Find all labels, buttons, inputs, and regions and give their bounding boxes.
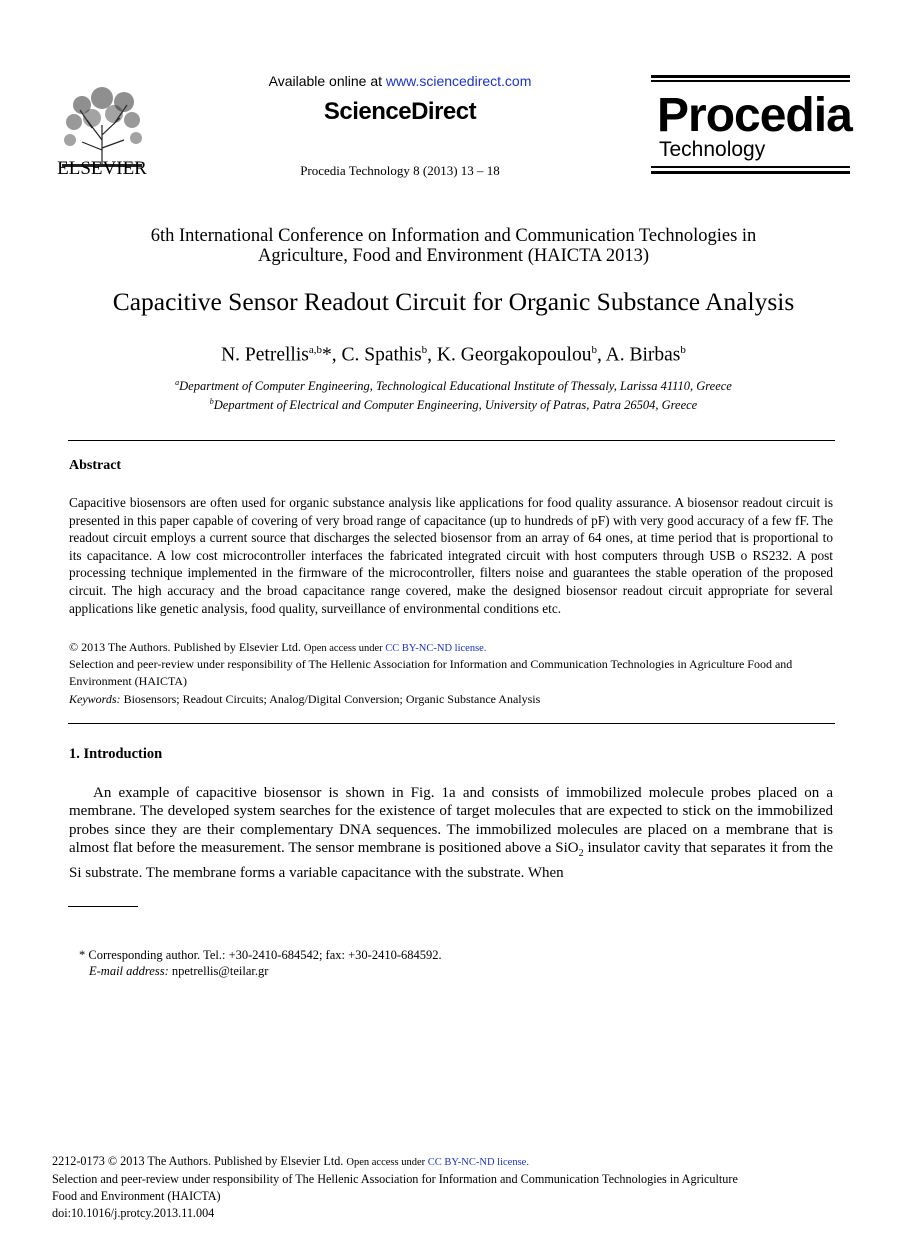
footer-copyright-line [52, 1153, 852, 1171]
footnote [79, 947, 442, 979]
conference-line-2: Agriculture, Food and Environment (HAICTA 2013) [257, 246, 650, 266]
journal-logo-top-rule [651, 75, 850, 78]
author-separator: , [596, 344, 606, 366]
subscript-2: 2 [578, 848, 584, 860]
journal-logo-bottom-rule-thin [651, 166, 850, 168]
footer-license-link[interactable]: CC BY-NC-ND license. [427, 1157, 529, 1168]
journal-logo-bottom-rule [651, 171, 850, 174]
abstract-heading: Abstract [69, 458, 122, 473]
affiliation-mark: b [209, 397, 214, 407]
journal-logo-subtitle: Technology [659, 138, 766, 161]
open-access-text: Open access under [303, 643, 386, 654]
email-line [79, 963, 442, 979]
footer-issn-copyright: 2212-0173 © 2013 The Authors. Published by Elsevier Ltd. [52, 1154, 344, 1168]
author-separator: *, [321, 344, 342, 366]
author-affiliation-mark: b [421, 344, 428, 356]
journal-logo-top-rule-thin [651, 80, 850, 82]
abstract-bottom-rule [68, 723, 835, 724]
introduction-paragraph [69, 784, 833, 882]
author-affiliation-mark: a,b [308, 344, 322, 356]
author-name: N. Petrellis [221, 344, 309, 366]
footnote-rule [68, 906, 138, 907]
available-online-line [200, 73, 600, 89]
author-name: C. Spathis [341, 344, 422, 366]
section-heading-introduction: 1. Introduction [69, 746, 163, 762]
footer-peer-review-line-2: Food and Environment (HAICTA) [52, 1189, 221, 1203]
available-prefix: Available online at [268, 73, 386, 89]
author-name: A. Birbas [605, 344, 681, 366]
publisher-name: ELSEVIER [57, 158, 147, 179]
keywords-label: Keywords: [69, 692, 121, 706]
conference-name [60, 226, 847, 266]
author-list [40, 337, 867, 369]
license-link[interactable]: CC BY-NC-ND license. [385, 643, 487, 654]
keywords-text: Biosensors; Readout Circuits; Analog/Digital Conversion; Organic Substance Analysis [123, 692, 541, 706]
abstract-top-rule [68, 440, 835, 441]
affiliation-list [60, 375, 847, 413]
copyright-text: © 2013 The Authors. Published by Elsevier Ltd. [69, 640, 301, 654]
introduction-text-part-1: An example of capacitive biosensor is shown in Fig. 1a and consists of immobilized molecule probes placed on a membrane. The developed system searches for the existence of target molecules that are expected to stick on the immobilized probes since they are their complementary DNA sequences. The immobilized molecules are placed on a membrane that is almost flat before the measurement. The sensor membrane is positioned above a SiO [69, 785, 833, 857]
footer-peer-review-line-1: Selection and peer-review under responsibility of The Hellenic Association for Information and Communication Technologies in Agriculture [52, 1172, 738, 1186]
affiliation-text: Department of Computer Engineering, Technological Educational Institute of Thessaly, Larissa 41110, Greece [179, 379, 732, 394]
abstract-text: Capacitive biosensors are often used for organic substance analysis like applications for food quality assurance. A biosensor readout circuit is presented in this paper capable of covering of very broad range of capacitance (up to hundreds of pF) with very good accuracy of a few fF. The readout circuit employs a current source that discharges the selected biosensor from an array of 64 ones, at time period that is proportional to its capacitance. A low cost microcontroller interfaces the fabricated integrated circuit with host computers through USB o RS232. A post processing technique implemented in the firmware of the microcontroller, filters noise and guarantees the stable operation of the proposed circuit. The high accuracy and the broad capacitance range covered, make the designed biosensor readout circuit appropriate for several applications like genetic analysis, food quality, surveillance of environmental conditions etc. [69, 495, 833, 616]
footer-open-access: Open access under [346, 1157, 428, 1168]
journal-logo-title: Procedia [657, 89, 852, 142]
copyright-line [69, 639, 833, 657]
affiliation-item [60, 394, 847, 413]
email-label: E-mail address: [89, 964, 169, 978]
footer-doi[interactable]: doi:10.1016/j.protcy.2013.11.004 [52, 1206, 215, 1220]
sciencedirect-link[interactable]: www.sciencedirect.com [385, 73, 532, 89]
author-separator: , [427, 344, 437, 366]
peer-review-statement: Selection and peer-review under responsibility of The Hellenic Association for Information and Communication Technologies in Agriculture Food and Environment (HAICTA) [69, 657, 793, 688]
conference-line-1: 6th International Conference on Information and Communication Technologies in [150, 226, 757, 246]
corresponding-author-note: * Corresponding author. Tel.: +30-2410-684542; fax: +30-2410-684592. [79, 948, 442, 962]
affiliation-mark: a [175, 378, 180, 387]
page-footer [52, 1153, 852, 1222]
author-affiliation-mark: b [591, 344, 597, 356]
paper-title: Capacitive Sensor Readout Circuit for Organic Substance Analysis [112, 287, 795, 316]
journal-reference: Procedia Technology 8 (2013) 13 – 18 [300, 163, 500, 178]
introduction-text-part-2: insulator cavity that separates it from the Si substrate. The membrane forms a variable capacitance with the substrate. When [69, 840, 833, 881]
email-address[interactable]: npetrellis@teilar.gr [168, 964, 269, 978]
author-name: K. Georgakopoulou [436, 344, 592, 366]
platform-brand: ScienceDirect [323, 98, 477, 125]
author-affiliation-mark: b [680, 344, 686, 356]
affiliation-text: Department of Electrical and Computer Engineering, University of Patras, Patra 26504, Greece [213, 398, 698, 413]
keywords-line [69, 691, 833, 708]
affiliation-item [60, 375, 847, 394]
